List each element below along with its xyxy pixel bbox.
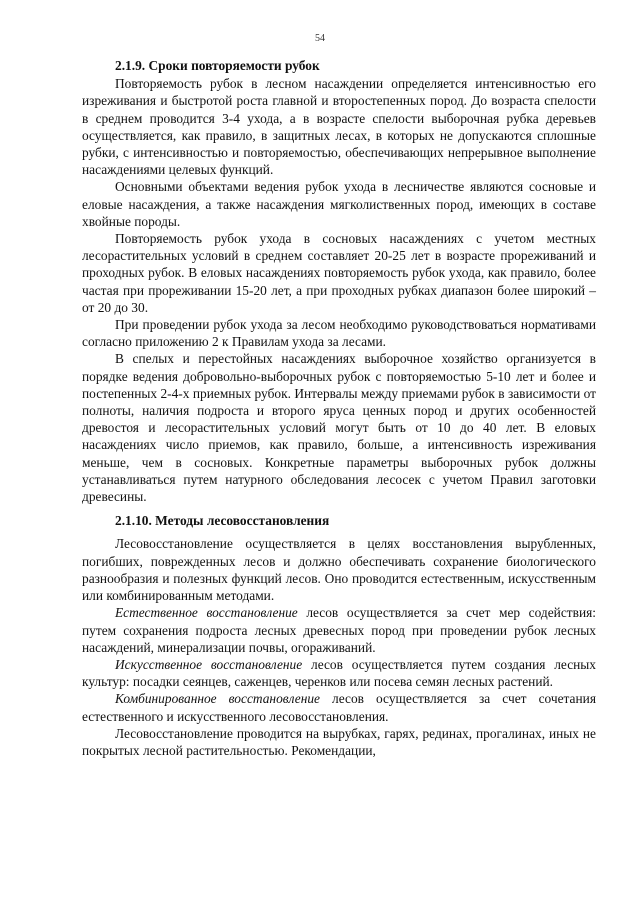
paragraph-text: лесов осуществляется путем создания лесных культур: посадки сеянцев, саженцев, черенков или посева семян лесных растений. (82, 656, 596, 690)
paragraph-combined-restoration (82, 690, 596, 724)
paragraph: При проведении рубок ухода за лесом необходимо руководствоваться нормативами согласно приложению 2 к Правилам ухода за лесами. (82, 317, 596, 350)
paragraph-text: лесов осуществляется за счет сочетания естественного и искусственного лесовосстановления. (82, 691, 596, 724)
section-heading-2-1-10: 2.1.10. Методы лесовосстановления (115, 513, 330, 529)
page-body (82, 57, 596, 759)
paragraph: Лесовосстановление проводится на вырубках, гарях, рединах, прогалинах, иных не покрытых лесной растительностью. Рекомендации, (82, 725, 596, 758)
section-heading-2-1-9: 2.1.9. Сроки повторяемости рубок (115, 58, 320, 73)
paragraph: Повторяемость рубок в лесном насаждении определяется интенсивностью его изреживания и быстротой роста главной и второстепенных пород. До возраста спелости в среднем проводится 3-4 ухода, а в возрасте спелости выборочная рубка деревьев осуществляется, как правило, в защитных лесах, в которых не допускаются сплошные рубки, с интенсивностью и повторяемостью, обеспечивающих непрерывное выполнение насаждениями целевых функций. (82, 76, 596, 178)
paragraph-natural-restoration (82, 604, 596, 656)
paragraph: Лесовосстановление осуществляется в целях восстановления вырубленных, погибших, поврежденных лесов и должно обеспечивать сохранение биологического разнообразия и полезных функций лесов. Оно проводится естественным, искусственным или комбинированным методами. (82, 536, 596, 604)
page-number: 54 (315, 33, 325, 44)
paragraph: Основными объектами ведения рубок ухода в лесничестве являются сосновые и еловые насаждения, а также насаждения мягколиственных пород, имеющих в составе хвойные породы. (82, 179, 596, 229)
paragraph: Повторяемость рубок ухода в сосновых насаждениях с учетом местных лесорастительных условий в среднем составляет 20-25 лет в возрасте прореживаний и проходных рубок. В еловых насаждениях повторяемость рубок ухода, как правило, более частая при прореживании 15-20 лет, а при проходных рубках диапазон более широкий – от 20 до 30. (82, 231, 596, 315)
paragraph-text: лесов осуществляется за счет мер содействия: путем сохранения подроста лесных древесных пород при проведении рубок лесных насаждений, минерализации почвы, огораживаний. (82, 605, 597, 655)
term-natural-restoration: Естественное восстановление (115, 605, 298, 621)
paragraph-artificial-restoration (82, 656, 596, 690)
term-artificial-restoration: Искусственное восстановление (115, 656, 303, 672)
paragraph: В спелых и перестойных насаждениях выборочное хозяйство организуется в порядке ведения добровольно-выборочных рубок с повторяемостью 5-10 лет и более и постепенных 2-4-х приемных рубок. Интервалы между приемами рубок в зависимости от полноты, наличия подроста и второго яруса ценных пород и других особенностей древостоя и лесорастительных условий могут быть от 10 до 40 лет. В еловых насаждениях число приемов, как правило, больше, а интенсивность изреживания меньше, чем в сосновых. Конкретные параметры выборочных рубок должны устанавливаться путем натурного обследования лесосек с учетом Правил заготовки древесины. (82, 351, 596, 505)
term-combined-restoration: Комбинированное восстановление (115, 691, 320, 707)
